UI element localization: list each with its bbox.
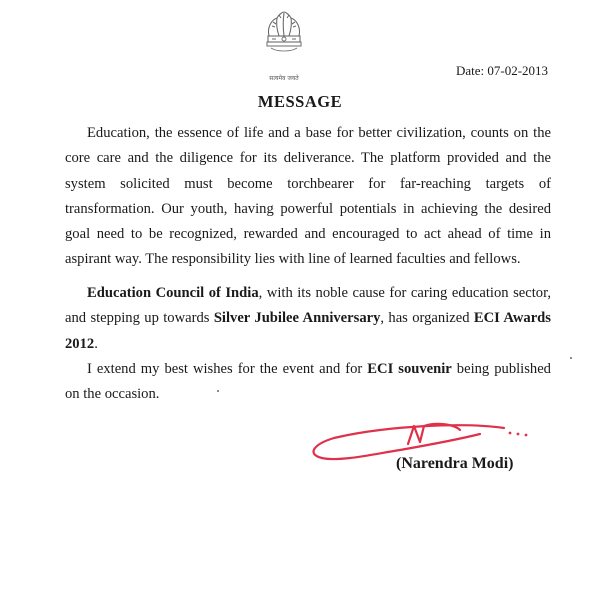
signature-dot bbox=[517, 433, 520, 436]
document-date: Date: 07-02-2013 bbox=[456, 63, 549, 78]
message-paragraph-2 bbox=[65, 281, 551, 357]
scan-speck bbox=[570, 357, 572, 359]
paragraph-text: I extend my best wishes for the event and for bbox=[87, 361, 368, 377]
signer-name: (Narendra Modi) bbox=[396, 455, 514, 472]
anniversary-name: Silver Jubilee Anniversary bbox=[213, 310, 381, 327]
paragraph-text: , has organized bbox=[380, 310, 474, 327]
signature-dot bbox=[525, 434, 528, 437]
paragraph-text: . bbox=[94, 335, 98, 352]
event-name: ECI Awards 2012 bbox=[65, 310, 551, 352]
paragraph-text: , with its noble cause for caring education sector, and stepping up towards bbox=[65, 285, 551, 327]
signature-strokes bbox=[313, 424, 504, 459]
emblem-motto: सत्यमेव जयते bbox=[269, 75, 299, 82]
message-paragraph-3 bbox=[65, 357, 551, 408]
paragraph-text: being published on the occasion. bbox=[65, 361, 551, 403]
scan-speck bbox=[217, 390, 219, 392]
message-paragraph-1: Education, the essence of life and a base for better civilization, counts on the core care and the diligence for its deliverance. The platform provided and the system solicited must become torchbearer for far-reaching targets of transformation. Our youth, having powerful potentials in achieving the desired goal need to be recognized, rewarded and encouraged to act ahead of time in aspirant way. The responsibility lies with line of learned faculties and fellows. bbox=[65, 125, 551, 268]
souvenir-name: ECI souvenir bbox=[367, 361, 452, 377]
page-title: MESSAGE bbox=[257, 92, 343, 111]
signature-dot bbox=[509, 432, 512, 435]
national-emblem-icon bbox=[263, 6, 305, 68]
org-name: Education Council of India bbox=[87, 285, 259, 301]
